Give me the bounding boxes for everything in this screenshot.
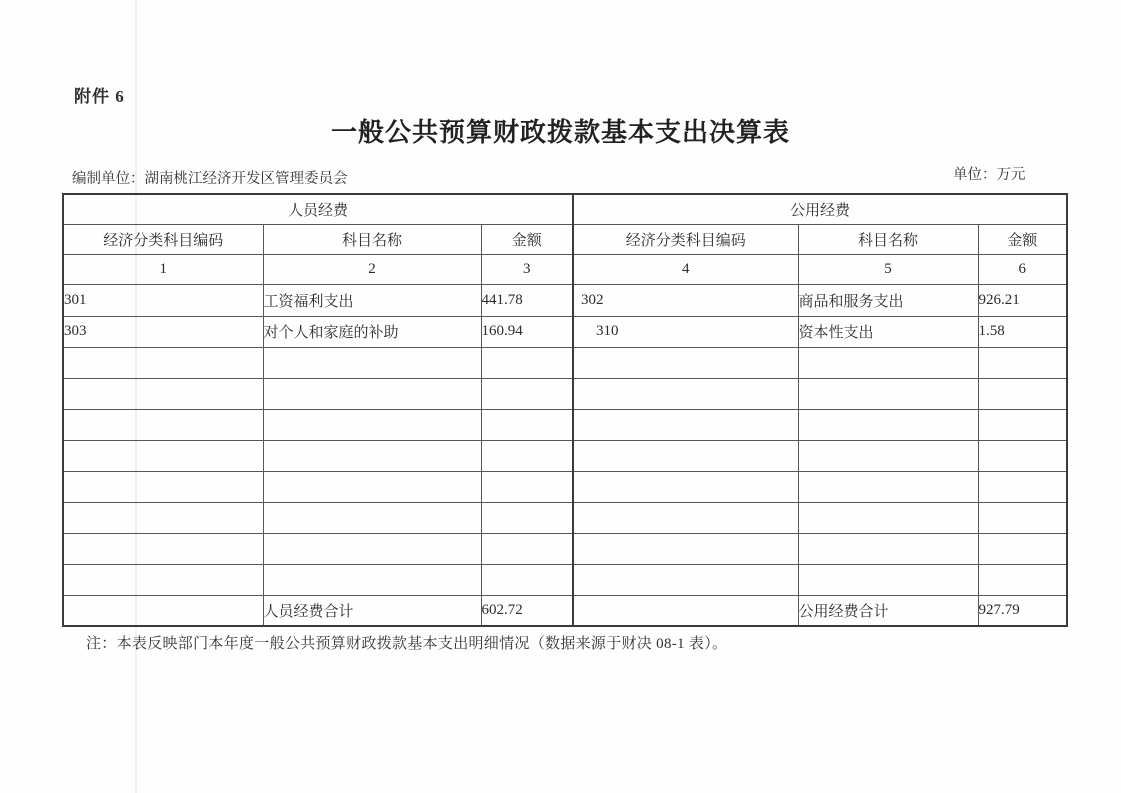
attachment-label: 附件 6 <box>74 87 125 106</box>
total-amount-left: 602.72 <box>481 595 573 626</box>
table-row <box>63 316 1067 347</box>
cell-code-left: 303 <box>63 316 263 347</box>
section-header-row <box>63 194 1067 224</box>
col-number-6: 6 <box>978 254 1067 284</box>
empty-row <box>63 502 1067 533</box>
col-header-code-left: 经济分类科目编码 <box>63 224 263 254</box>
total-label-right: 公用经费合计 <box>798 595 978 626</box>
prepared-by-label: 编制单位： <box>72 171 145 187</box>
empty-row <box>63 409 1067 440</box>
column-number-row <box>63 254 1067 284</box>
cell-name-left: 工资福利支出 <box>263 284 481 316</box>
empty-row <box>63 533 1067 564</box>
expenditure-table <box>62 193 1068 627</box>
page-title: 一般公共预算财政拨款基本支出决算表 <box>330 117 790 147</box>
cell-amount-left: 441.78 <box>481 284 573 316</box>
prepared-by-value: 湖南桃江经济开发区管理委员会 <box>144 171 348 187</box>
total-amount-right: 927.79 <box>978 595 1067 626</box>
cell-name-right: 资本性支出 <box>798 316 978 347</box>
empty-row <box>63 471 1067 502</box>
cell-amount-left: 160.94 <box>481 316 573 347</box>
section-public-header: 公用经费 <box>573 194 1067 224</box>
table-row <box>63 284 1067 316</box>
col-number-4: 4 <box>573 254 798 284</box>
section-personnel-header: 人员经费 <box>63 194 573 224</box>
col-number-5: 5 <box>798 254 978 284</box>
column-header-row <box>63 224 1067 254</box>
unit-label: 单位：万元 <box>953 167 1026 183</box>
total-label-left: 人员经费合计 <box>263 595 481 626</box>
col-header-name-right: 科目名称 <box>798 224 978 254</box>
cell-code-right: 310 <box>573 316 798 347</box>
cell-name-right: 商品和服务支出 <box>798 284 978 316</box>
cell-name-left: 对个人和家庭的补助 <box>263 316 481 347</box>
total-row <box>63 595 1067 626</box>
col-header-amount-right: 金额 <box>978 224 1067 254</box>
cell-amount-right: 926.21 <box>978 284 1067 316</box>
col-number-2: 2 <box>263 254 481 284</box>
col-header-amount-left: 金额 <box>481 224 573 254</box>
cell-code-left: 301 <box>63 284 263 316</box>
empty-row <box>63 378 1067 409</box>
cell-code-right: 302 <box>573 284 798 316</box>
col-header-code-right: 经济分类科目编码 <box>573 224 798 254</box>
footnote: 注：本表反映部门本年度一般公共预算财政拨款基本支出明细情况（数据来源于财决 08-1 表）。 <box>86 636 728 652</box>
empty-row <box>63 564 1067 595</box>
col-header-name-left: 科目名称 <box>263 224 481 254</box>
col-number-3: 3 <box>481 254 573 284</box>
empty-row <box>63 347 1067 378</box>
empty-row <box>63 440 1067 471</box>
prepared-by-line <box>72 167 348 188</box>
cell-amount-right: 1.58 <box>978 316 1067 347</box>
col-number-1: 1 <box>63 254 263 284</box>
